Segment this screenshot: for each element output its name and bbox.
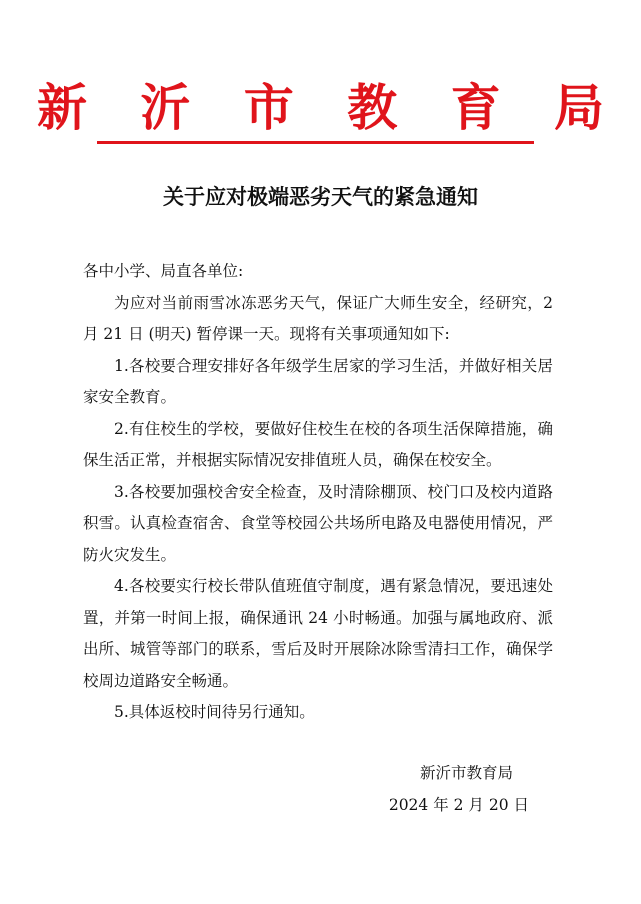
header-red-rule <box>97 141 534 144</box>
notice-item-4: 4.各校要实行校长带队值班值守制度，遇有紧急情况，要迅速处置，并第一时间上报，确保通讯 24 小时畅通。加强与属地政府、派出所、城管等部门的联系，雪后及时开展除冰除雪清扫工作，确保学校周边道路安全畅通。 <box>83 577 553 690</box>
org-header-title: 新 沂 市 教 育 局 <box>36 78 623 137</box>
notice-body <box>83 256 553 729</box>
notice-item-5: 5.具体返校时间待另行通知。 <box>114 703 315 721</box>
notice-item-1: 1.各校要合理安排好各年级学生居家的学习生活，并做好相关居家安全教育。 <box>83 356 553 406</box>
notice-title: 关于应对极端恶劣天气的紧急通知 <box>163 184 478 209</box>
notice-item-3: 3.各校要加强校舍安全检查，及时清除棚顶、校门口及校内道路积雪。认真检查宿舍、食堂等校园公共场所电路及电器使用情况，严防火灾发生。 <box>83 482 553 564</box>
salutation: 各中小学、局直各单位: <box>83 262 244 280</box>
notice-item-2: 2.有住校生的学校，要做好住校生在校的各项生活保障措施，确保生活正常，并根据实际情况安排值班人员，确保在校安全。 <box>83 419 553 469</box>
intro-paragraph: 为应对当前雨雪冰冻恶劣天气，保证广大师生安全，经研究，2 月 21 日 (明天) 暂停课一天。现将有关事项通知如下: <box>83 293 553 343</box>
signature-org: 新沂市教育局 <box>419 764 513 782</box>
signature-date: 2024 年 2 月 20 日 <box>388 796 529 814</box>
